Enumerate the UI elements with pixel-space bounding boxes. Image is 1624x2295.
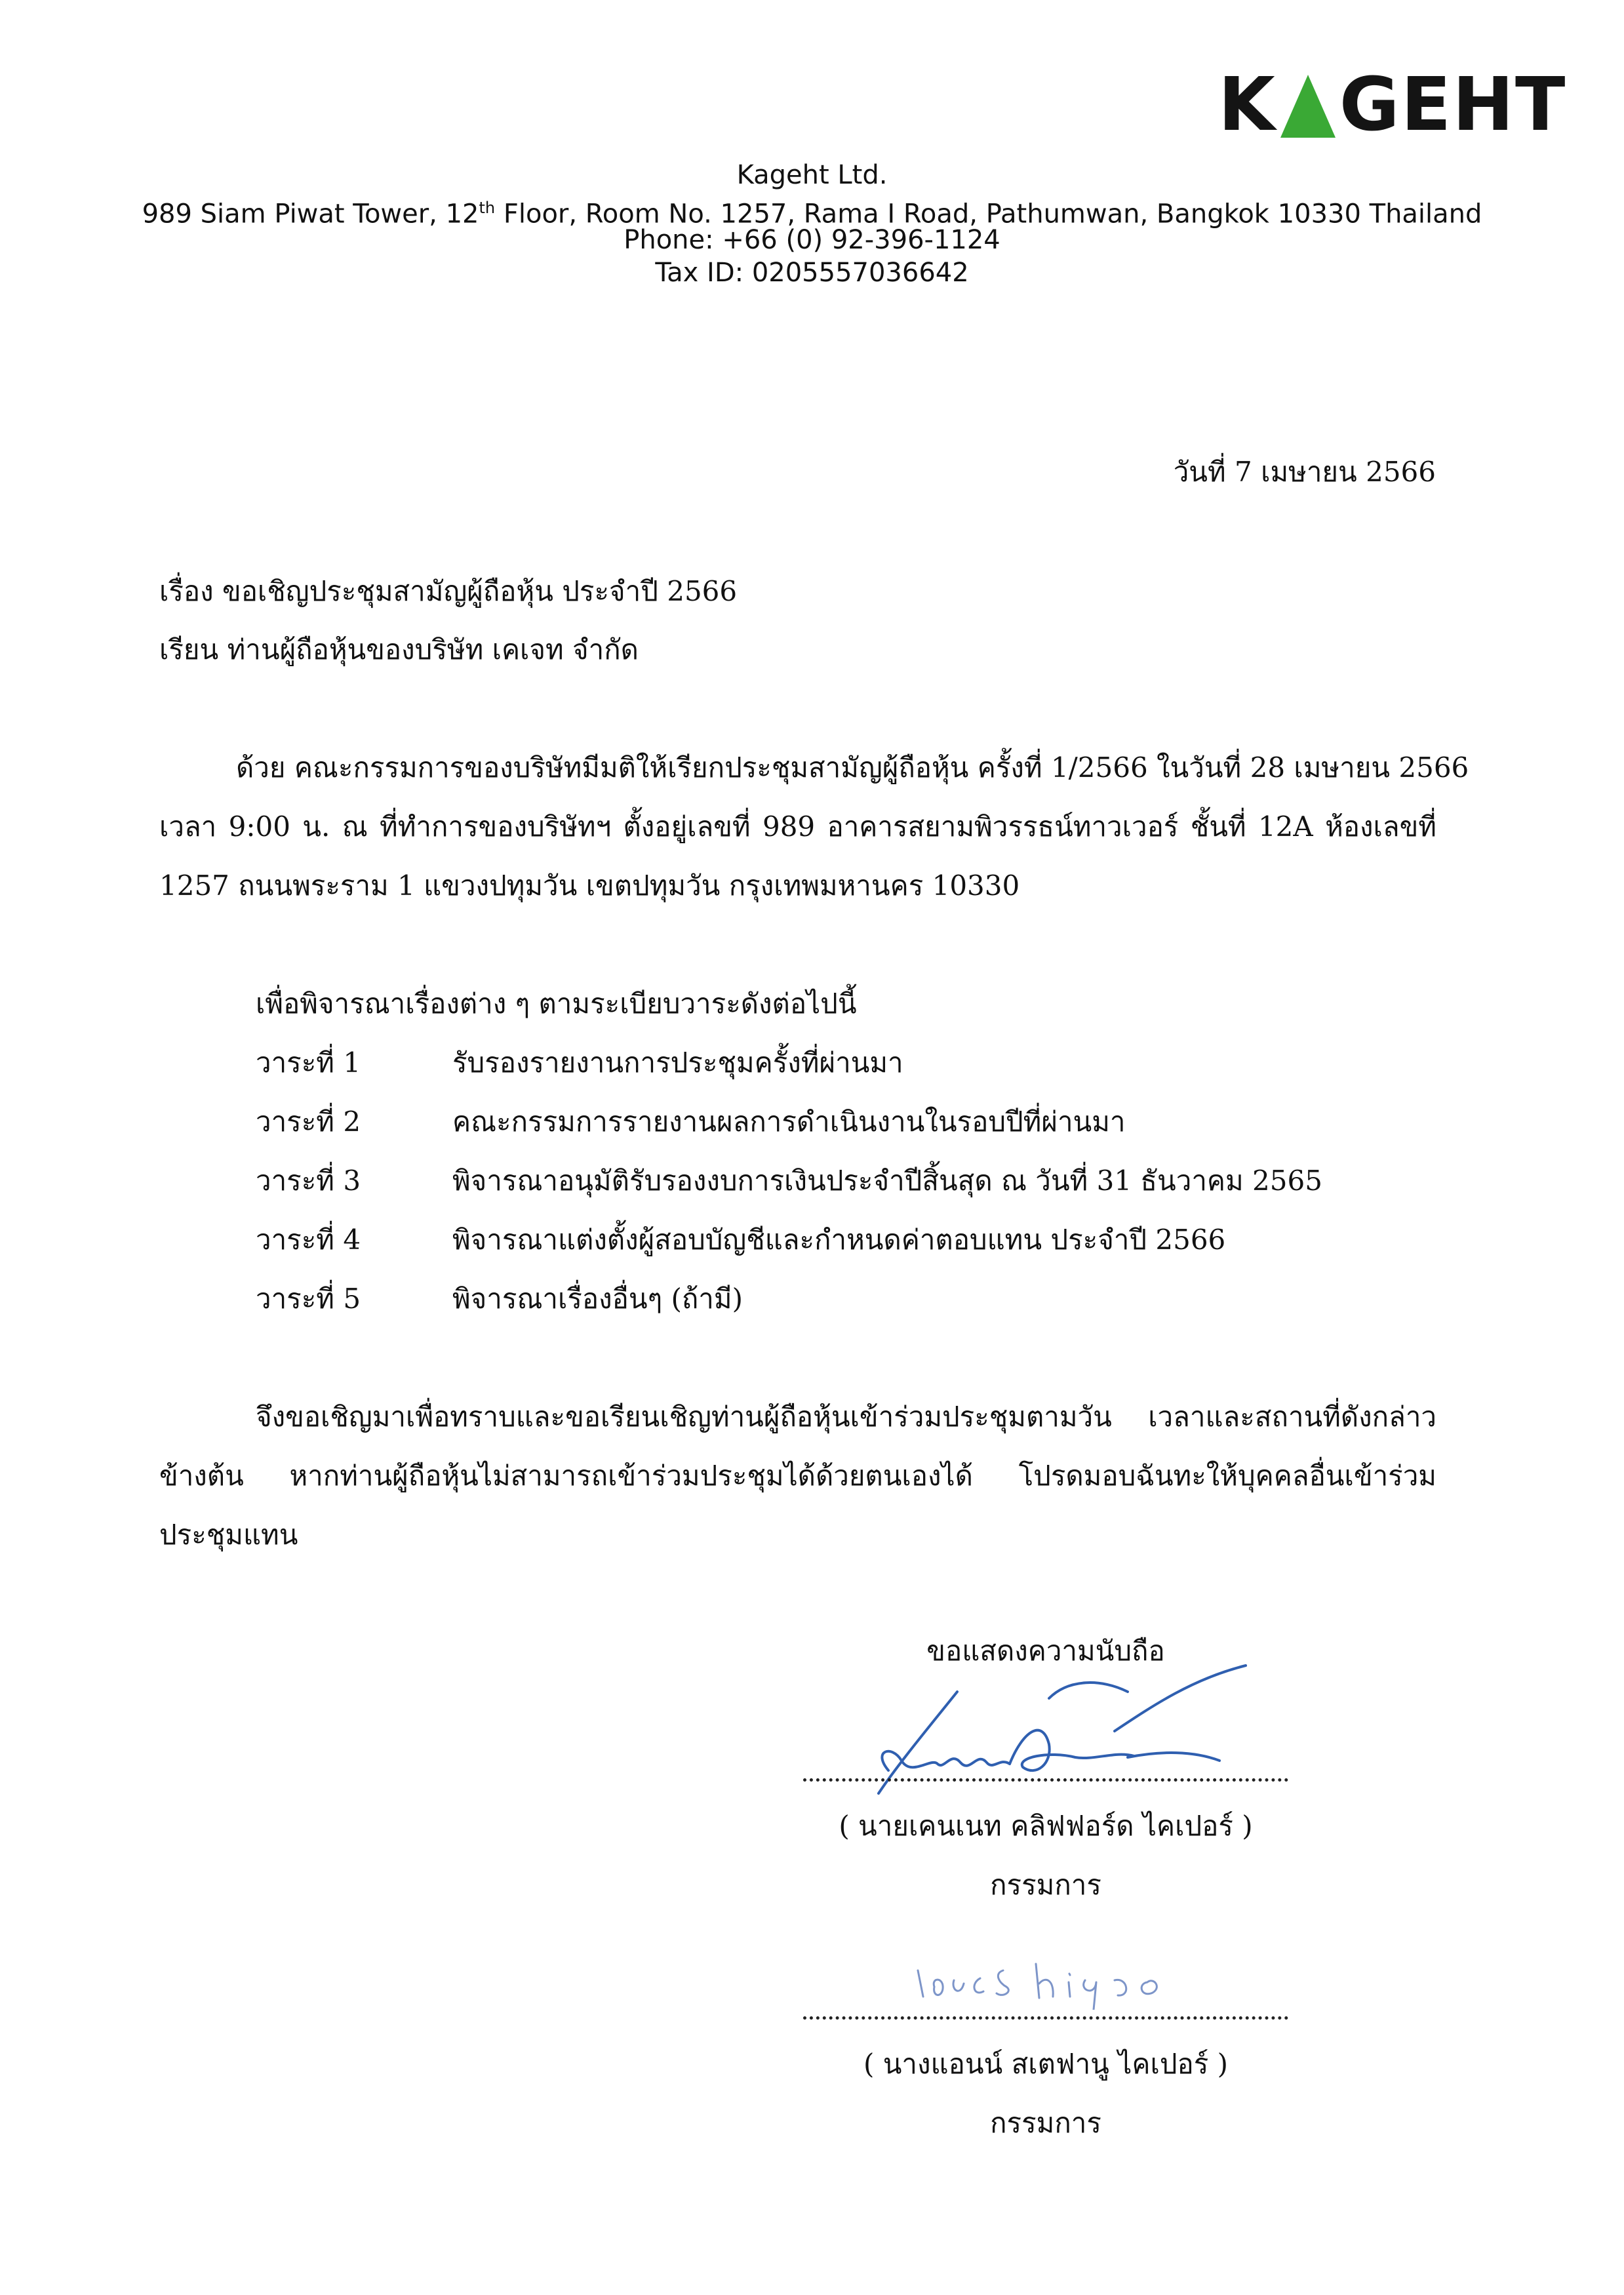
para1-line-3: 1257 ถนนพระราม 1 แขวงปทุมวัน เขตปทุมวัน กรุงเทพมหานคร 10330 <box>159 869 1020 902</box>
para2-line-1: จึงขอเชิญมาเพื่อทราบและขอเรียนเชิญท่านผู้ถือหุ้นเข้าร่วมประชุมตามวัน เวลาและสถานที่ดังกล่าว <box>256 1401 1436 1433</box>
agenda-text-3: พิจารณาอนุมัติรับรองงบการเงินประจำปีสิ้นสุด ณ วันที่ 31 ธันวาคม 2565 <box>452 1165 1322 1197</box>
letter-recipient: เรียน ท่านผู้ถือหุ้นของบริษัท เคเจท จำกัด <box>159 633 639 666</box>
agenda-no-5: วาระที่ 5 <box>256 1283 361 1315</box>
agenda-text-2: คณะกรรมการรายงานผลการดำเนินงานในรอบปีที่ผ่านมา <box>452 1106 1126 1138</box>
agenda-text-5: พิจารณาเรื่องอื่นๆ (ถ้ามี) <box>452 1283 743 1315</box>
agenda-no-1: วาระที่ 1 <box>256 1047 361 1079</box>
signer-2-name: ( นางแอนน์ สเตฟานู ไคเปอร์ ) <box>863 2048 1228 2080</box>
signer-1-name: ( นายเคนเนท คลิฟฟอร์ด ไคเปอร์ ) <box>839 1810 1253 1842</box>
agenda-intro: เพื่อพิจารณาเรื่องต่าง ๆ ตามระเบียบวาระดังต่อไปนี้ <box>256 988 857 1020</box>
para2-line-3: ประชุมแทน <box>159 1519 298 1551</box>
signer-1-title: กรรมการ <box>990 1869 1101 1901</box>
agenda-text-1: รับรองรายงานการประชุมครั้งที่ผ่านมา <box>452 1047 903 1079</box>
para2-line-2: ข้างต้น หากท่านผู้ถือหุ้นไม่สามารถเข้าร่วมประชุมได้ด้วยตนเองได้ โปรดมอบฉันทะให้บุคคลอื่นเข้าร่วม <box>159 1460 1436 1492</box>
signer-2-title: กรรมการ <box>990 2107 1101 2139</box>
agenda-text-4: พิจารณาแต่งตั้งผู้สอบบัญชีและกำหนดค่าตอบแทน ประจำปี 2566 <box>452 1224 1226 1256</box>
logo-letters: GEHT <box>1339 62 1567 148</box>
letter-subject: เรื่อง ขอเชิญประชุมสามัญผู้ถือหุ้น ประจำปี 2566 <box>159 575 738 607</box>
agenda-no-2: วาระที่ 2 <box>256 1106 361 1138</box>
signature-2-line <box>803 2016 1288 2020</box>
company-address: 989 Siam Piwat Tower, 12th Floor, Room No. 1257, Rama I Road, Pathumwan, Bangkok 10330 Thailand <box>142 199 1482 230</box>
company-tax-id: Tax ID: 0205557036642 <box>655 258 969 288</box>
logo-letter-k: K <box>1218 62 1277 148</box>
para1-line-2: เวลา 9:00 น. ณ ที่ทำการของบริษัทฯ ตั้งอยู่เลขที่ 989 อาคารสยามพิวรรธน์ทาวเวอร์ ชั้นที่ 12A ห้องเลขที่ <box>159 810 1436 843</box>
signature-2-image <box>905 1951 1219 2010</box>
letter-date: วันที่ 7 เมษายน 2566 <box>1173 456 1436 488</box>
agenda-no-3: วาระที่ 3 <box>256 1165 361 1197</box>
company-phone: Phone: +66 (0) 92-396-1124 <box>624 225 1000 255</box>
company-logo <box>1218 62 1567 148</box>
agenda-no-4: วาระที่ 4 <box>256 1224 361 1256</box>
company-name: Kageht Ltd. <box>736 160 888 190</box>
para1-line-1: ด้วย คณะกรรมการของบริษัทมีมติให้เรียกประชุมสามัญผู้ถือหุ้น ครั้งที่ 1/2566 ในวันที่ 28 เมษายน 2566 <box>236 751 1469 784</box>
signature-1-line <box>803 1778 1288 1782</box>
letter-closing: ขอแสดงความนับถือ <box>926 1635 1165 1667</box>
logo-triangle-icon <box>1280 75 1336 138</box>
